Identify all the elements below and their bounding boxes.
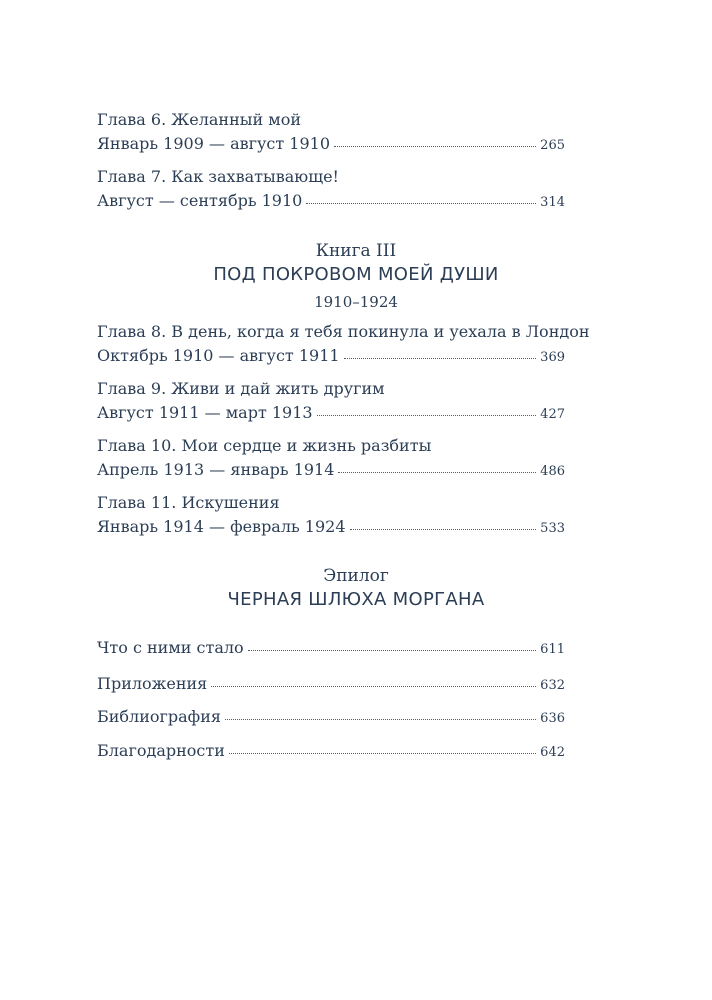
dot-leader [306, 203, 536, 204]
chapter-dates: Январь 1914 — февраль 1924 [97, 517, 346, 536]
entry-title: Приложения [97, 674, 208, 693]
toc-entry-chapter-7[interactable] [97, 165, 565, 215]
entry-title: Благодарности [97, 741, 225, 760]
entry-line [97, 672, 565, 698]
book-years: 1910–1924 [314, 293, 398, 311]
toc-entry-chapter-6[interactable] [97, 108, 565, 158]
page-number: 369 [540, 350, 565, 365]
chapter-title-line [97, 377, 565, 401]
chapter-dates: Апрель 1913 — январь 1914 [97, 460, 335, 479]
chapter-dates: Август — сентябрь 1910 [97, 191, 303, 210]
page-number: 611 [540, 642, 565, 657]
dot-leader [211, 686, 536, 687]
toc-entry-appendices[interactable] [97, 672, 565, 698]
epilogue-label: Эпилог [323, 566, 389, 586]
chapter-dates: Август 1911 — март 1913 [97, 403, 313, 422]
toc-entry-chapter-11[interactable] [97, 491, 565, 541]
entry-line [97, 636, 565, 662]
entry-line [97, 739, 565, 765]
chapter-dates-line [97, 189, 565, 215]
chapter-title: Глава 9. Живи и дай жить другим [97, 379, 385, 398]
toc-entry-acknowledgements[interactable] [97, 739, 565, 765]
book-label: Книга III [315, 241, 397, 261]
chapter-title: Глава 11. Искушения [97, 493, 280, 512]
chapter-title: Глава 7. Как захватывающе! [97, 167, 339, 186]
page-number: 265 [540, 138, 565, 153]
dot-leader [225, 719, 536, 720]
entry-title: Библиография [97, 707, 221, 726]
page-number: 642 [540, 745, 565, 760]
page-number: 636 [540, 711, 565, 726]
chapter-title-line [97, 108, 565, 132]
entry-title: Что с ними стало [97, 638, 244, 657]
page-number: 314 [540, 195, 565, 210]
chapter-title-line [97, 165, 565, 189]
page-number: 486 [540, 464, 565, 479]
chapter-title-line [97, 320, 590, 344]
chapter-dates-line [97, 515, 565, 541]
dot-leader [317, 415, 537, 416]
toc-entry-afterword[interactable] [97, 636, 565, 662]
toc-entry-chapter-8[interactable] [97, 320, 590, 370]
entry-line [97, 705, 565, 731]
chapter-dates: Январь 1909 — август 1910 [97, 134, 331, 153]
toc-entry-chapter-10[interactable] [97, 434, 565, 484]
dot-leader [344, 358, 537, 359]
chapter-dates-line [97, 344, 565, 370]
chapter-title: Глава 10. Мои сердце и жизнь разбиты [97, 436, 432, 455]
chapter-dates-line [97, 132, 565, 158]
dot-leader [350, 529, 537, 530]
page-number: 533 [540, 521, 565, 536]
chapter-title: Глава 8. В день, когда я тебя покинула и уехала в Лондон [97, 322, 590, 341]
chapter-dates-line [97, 401, 565, 427]
chapter-dates-line [97, 458, 565, 484]
dot-leader [229, 753, 536, 754]
chapter-title-line [97, 434, 565, 458]
dot-leader [248, 650, 537, 651]
page-number: 427 [540, 407, 565, 422]
chapter-title-line [97, 491, 565, 515]
page-number: 632 [540, 678, 565, 693]
epilogue-title: ЧЕРНАЯ ШЛЮХА МОРГАНА [227, 589, 485, 610]
book-title: ПОД ПОКРОВОМ МОЕЙ ДУШИ [213, 264, 499, 285]
toc-entry-chapter-9[interactable] [97, 377, 565, 427]
toc-entry-bibliography[interactable] [97, 705, 565, 731]
dot-leader [334, 146, 536, 147]
dot-leader [338, 472, 536, 473]
chapter-title: Глава 6. Желанный мой [97, 110, 301, 129]
chapter-dates: Октябрь 1910 — август 1911 [97, 346, 340, 365]
